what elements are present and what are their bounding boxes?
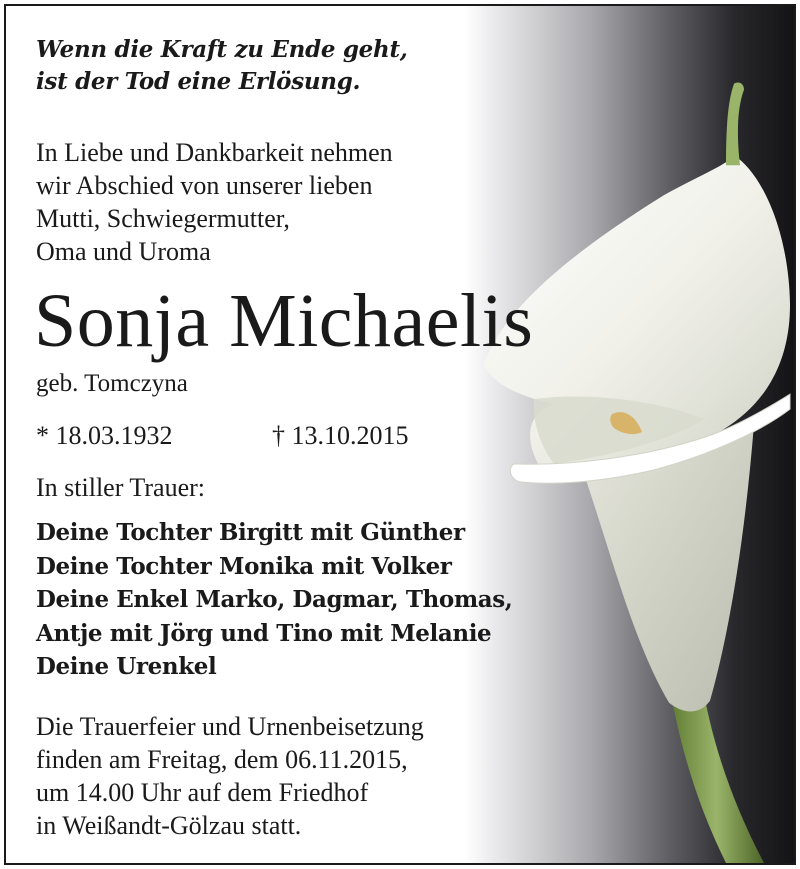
ceremony-line: in Weißandt-Gölzau statt. <box>36 811 302 840</box>
mourner-line: Deine Tochter Monika mit Volker <box>36 552 452 580</box>
death-date: † 13.10.2015 <box>272 421 409 450</box>
birth-date: * 18.03.1932 <box>36 421 173 450</box>
calla-lily-icon <box>464 6 794 863</box>
ceremony-line: finden am Freitag, dem 06.11.2015, <box>36 745 408 774</box>
intro-line: Mutti, Schwiegermutter, <box>36 204 290 233</box>
motto <box>36 34 407 98</box>
motto-line: ist der Tod eine Erlösung. <box>36 68 361 95</box>
mourning-heading: In stiller Trauer: <box>36 473 205 502</box>
intro-line: wir Abschied von unserer lieben <box>36 171 373 200</box>
obituary-notice <box>4 4 796 865</box>
ceremony-line: um 14.00 Uhr auf dem Friedhof <box>36 778 369 807</box>
birth-name: geb. Tomczyna <box>36 370 188 397</box>
mourners-list <box>36 516 512 684</box>
intro-text <box>36 136 393 268</box>
motto-line: Wenn die Kraft zu Ende geht, <box>36 36 408 63</box>
deceased-name: Sonja Michaelis <box>34 279 534 363</box>
mourner-line: Deine Enkel Marko, Dagmar, Thomas, <box>36 586 513 613</box>
life-dates <box>36 420 409 452</box>
mourner-line: Deine Tochter Birgitt mit Günther <box>36 519 465 546</box>
mourner-line: Deine Urenkel <box>36 653 217 680</box>
intro-line: Oma und Uroma <box>36 237 211 266</box>
intro-line: In Liebe und Dankbarkeit nehmen <box>36 138 393 167</box>
mourner-line: Antje mit Jörg und Tino mit Melanie <box>36 619 492 647</box>
ceremony-line: Die Trauerfeier und Urnenbeisetzung <box>36 712 424 741</box>
ceremony-info <box>36 710 424 842</box>
